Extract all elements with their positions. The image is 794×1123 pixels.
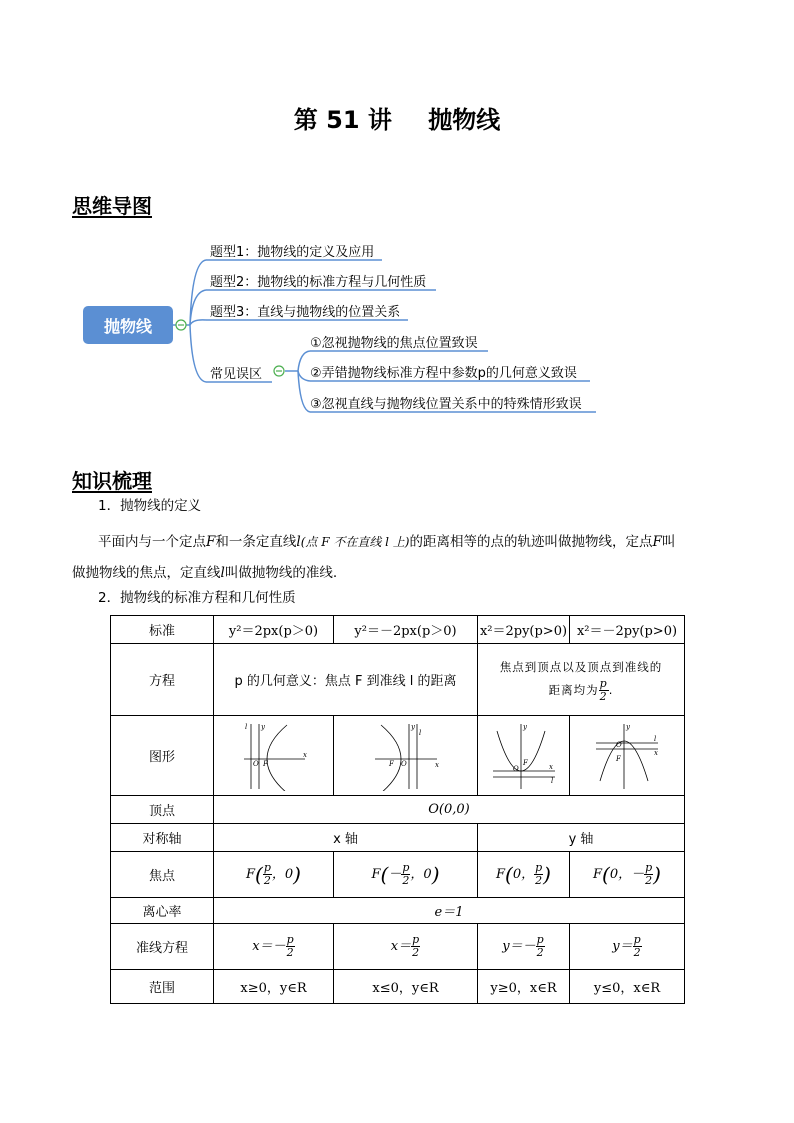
- focus-cell: F(0， $\frac{p}{2}$ ): [478, 852, 570, 898]
- directrix-cell: x＝ $\frac{p}{2}$: [334, 924, 478, 970]
- section-heading-knowledge: 知识梳理: [72, 469, 152, 493]
- svg-text:x: x: [654, 748, 658, 757]
- row-label: 方程: [111, 644, 214, 716]
- equation-cell: x²＝2py(p>0): [478, 616, 570, 644]
- lecture-number: 第 51 讲: [293, 106, 392, 134]
- graph-down-opening: [570, 716, 685, 796]
- axis-x-cell: x 轴: [214, 824, 478, 852]
- svg-text:x: x: [302, 750, 307, 759]
- table-row: [111, 716, 685, 796]
- properties-table: [110, 615, 685, 1004]
- lecture-topic: 抛物线: [428, 106, 501, 134]
- eccentricity-cell: e＝1: [214, 898, 685, 924]
- mindmap-error-item: ③忽视直线与抛物线位置关系中的特殊情形致误: [310, 397, 582, 412]
- range-cell: x≥0，y∈R: [214, 970, 334, 1004]
- mindmap-item: 题型3：直线与抛物线的位置关系: [210, 305, 401, 320]
- row-label: 准线方程: [111, 924, 214, 970]
- p-meaning-cell: p 的几何意义：焦点 F 到准线 l 的距离: [214, 644, 478, 716]
- svg-text:O: O: [400, 759, 407, 768]
- svg-text:O: O: [512, 764, 519, 773]
- mindmap-root: 抛物线: [83, 306, 173, 344]
- section-heading-mindmap: 思维导图: [72, 194, 152, 218]
- equation-cell: x²＝－2py(p>0): [570, 616, 685, 644]
- svg-text:F: F: [616, 754, 621, 763]
- svg-text:y: y: [522, 722, 527, 731]
- svg-text:O: O: [252, 759, 259, 768]
- svg-text:y: y: [410, 722, 415, 731]
- svg-text:F: F: [388, 759, 394, 768]
- svg-text:l: l: [244, 722, 247, 731]
- svg-text:y: y: [260, 722, 265, 731]
- focus-cell: F( $\frac{p}{2}$ ，0): [214, 852, 334, 898]
- definition-line-1: 平面内与一个定点F和一条定直线l(点 F 不在直线 l 上)的距离相等的点的轨迹叫做抛物线，定点F叫: [98, 534, 676, 550]
- table-row: [111, 616, 685, 644]
- graph-right-opening: [214, 716, 334, 796]
- svg-text:l: l: [550, 776, 553, 785]
- equation-cell: y²＝－2px(p＞0): [334, 616, 478, 644]
- focus-cell: F(0，－ $\frac{p}{2}$ ): [570, 852, 685, 898]
- mindmap-item: 题型2：抛物线的标准方程与几何性质: [210, 275, 427, 290]
- subheading-definition: 1．抛物线的定义: [98, 498, 202, 514]
- table-row: [111, 970, 685, 1004]
- svg-text:x: x: [434, 760, 439, 769]
- table-row: [111, 924, 685, 970]
- row-label: 图形: [111, 716, 214, 796]
- graph-up-opening: [478, 716, 570, 796]
- row-label: 标准: [111, 616, 214, 644]
- mindmap-error-item: ①忽视抛物线的焦点位置致误: [310, 336, 478, 351]
- row-label: 焦点: [111, 852, 214, 898]
- mindmap-item: 常见误区: [210, 367, 263, 382]
- row-label: 范围: [111, 970, 214, 1004]
- range-cell: x≤0，y∈R: [334, 970, 478, 1004]
- equation-cell: y²＝2px(p＞0): [214, 616, 334, 644]
- definition-line-2: 做抛物线的焦点，定直线l叫做抛物线的准线.: [72, 565, 338, 581]
- mindmap-item: 题型1：抛物线的定义及应用: [210, 245, 375, 260]
- directrix-cell: y＝－ $\frac{p}{2}$: [478, 924, 570, 970]
- row-label: 离心率: [111, 898, 214, 924]
- range-cell: y≤0，x∈R: [570, 970, 685, 1004]
- row-label: 顶点: [111, 796, 214, 824]
- svg-text:l: l: [418, 728, 421, 737]
- svg-text:x: x: [548, 762, 553, 771]
- svg-text:O: O: [616, 740, 622, 749]
- directrix-cell: x＝－ $\frac{p}{2}$: [214, 924, 334, 970]
- svg-text:F: F: [522, 758, 528, 767]
- table-row: [111, 644, 685, 716]
- svg-text:l: l: [654, 734, 657, 743]
- svg-text:y: y: [626, 722, 630, 731]
- p-note-cell: 焦点到顶点以及顶点到准线的 距离均为 $\frac{p}{2}$ .: [478, 644, 685, 716]
- mindmap-error-item: ②弄错抛物线标准方程中参数p的几何意义致误: [310, 366, 577, 381]
- axis-y-cell: y 轴: [478, 824, 685, 852]
- vertex-cell: O(0,0): [214, 796, 685, 824]
- row-label: 对称轴: [111, 824, 214, 852]
- directrix-cell: y＝ $\frac{p}{2}$: [570, 924, 685, 970]
- table-row: [111, 852, 685, 898]
- range-cell: y≥0，x∈R: [478, 970, 570, 1004]
- table-row: [111, 824, 685, 852]
- svg-text:F: F: [262, 759, 268, 768]
- subheading-properties: 2．抛物线的标准方程和几何性质: [98, 590, 296, 606]
- table-row: [111, 898, 685, 924]
- table-row: [111, 796, 685, 824]
- focus-cell: F(－ $\frac{p}{2}$ ，0): [334, 852, 478, 898]
- graph-left-opening: [334, 716, 478, 796]
